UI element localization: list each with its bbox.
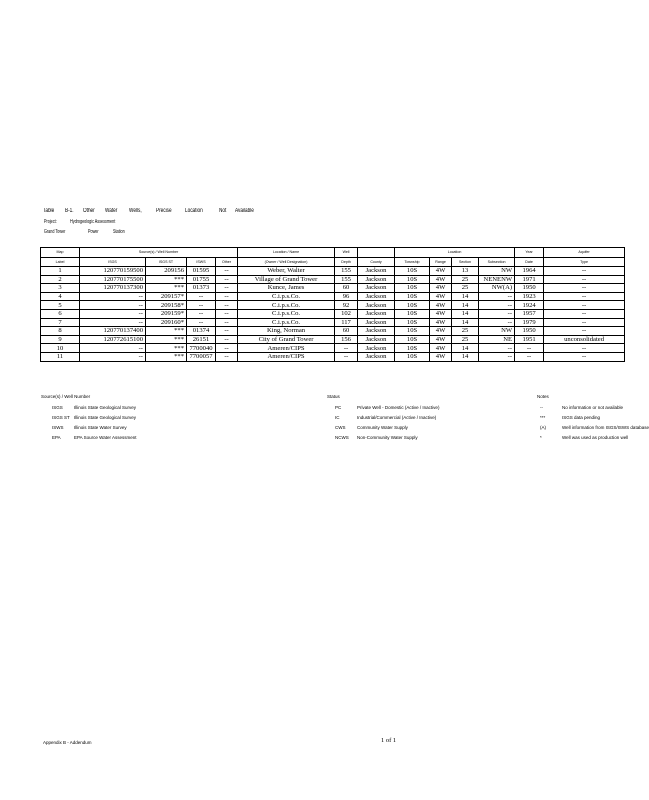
legend-value: Non-Community Water Supply <box>357 434 418 440</box>
cell-label: 11 <box>41 352 80 361</box>
cell-label: 10 <box>41 344 80 353</box>
site-value-1: Power <box>88 229 99 235</box>
cell-isgs: -- <box>80 292 146 301</box>
legend-value: Illinois State Water Survey <box>74 424 127 430</box>
header-aquifer: Aquifer <box>544 248 625 258</box>
cell-label: 9 <box>41 335 80 344</box>
cell-range: 4W <box>430 309 452 318</box>
legend-key: ISGS <box>52 404 63 410</box>
cell-county: Jackson <box>358 301 395 310</box>
legend-value: Community Water Supply <box>357 424 408 430</box>
table-row <box>41 335 625 344</box>
cell-isgs-st: *** <box>146 275 187 284</box>
cell-other: -- <box>216 275 238 284</box>
legend-value: Well information from ISGS/ISWS database <box>562 424 649 430</box>
legend-item <box>52 412 137 422</box>
cell-section: 13 <box>452 267 479 276</box>
cell-depth: -- <box>335 344 358 353</box>
cell-township: 10S <box>395 344 430 353</box>
project-value: Hydrogeologic Assessment <box>70 219 116 225</box>
header-township: Township <box>395 258 430 267</box>
cell-range: 4W <box>430 318 452 327</box>
legend-key: EPA <box>52 434 61 440</box>
cell-range: 4W <box>430 275 452 284</box>
cell-isws: 01373 <box>187 284 216 293</box>
cell-section: 14 <box>452 344 479 353</box>
title-word: Water <box>105 208 118 214</box>
cell-range: 4W <box>430 267 452 276</box>
cell-aquifer: unconsolidated <box>544 335 625 344</box>
header-other: Other <box>216 258 238 267</box>
cell-depth: 156 <box>335 335 358 344</box>
cell-range: 4W <box>430 344 452 353</box>
table-row <box>41 284 625 293</box>
cell-isgs: -- <box>80 344 146 353</box>
table-row <box>41 352 625 361</box>
cell-isgs: 120772615100 <box>80 335 146 344</box>
cell-aquifer: -- <box>544 301 625 310</box>
cell-township: 10S <box>395 335 430 344</box>
cell-label: 6 <box>41 309 80 318</box>
cell-county: Jackson <box>358 352 395 361</box>
cell-isgs-st: 209156 <box>146 267 187 276</box>
legend-status-heading: Status <box>327 394 340 399</box>
legend-key: CWS <box>335 424 346 430</box>
table-row <box>41 267 625 276</box>
cell-other: -- <box>216 292 238 301</box>
cell-section: 25 <box>452 284 479 293</box>
cell-aquifer: -- <box>544 267 625 276</box>
legend-status <box>335 402 439 442</box>
cell-subsection: NE <box>479 335 515 344</box>
cell-aquifer: -- <box>544 284 625 293</box>
header-group-row <box>41 248 625 258</box>
cell-owner: C.i.p.s.Co. <box>238 309 335 318</box>
legend-key: IC <box>335 414 340 420</box>
legend-value: EPA Source Water Assessment <box>74 434 137 440</box>
wells-table <box>40 247 625 362</box>
title-word: Other <box>83 208 95 214</box>
legend-value: Industrial/Commercial (Active / Inactive) <box>357 414 437 420</box>
legend-value: Private Well - Domestic (Active / Inactive) <box>357 404 440 410</box>
cell-county: Jackson <box>358 284 395 293</box>
cell-label: 2 <box>41 275 80 284</box>
cell-owner: C.i.p.s.Co. <box>238 301 335 310</box>
cell-section: 14 <box>452 309 479 318</box>
legend-key: (A) <box>540 424 546 430</box>
header-county-blank <box>358 248 395 258</box>
cell-year: 1971 <box>515 275 544 284</box>
cell-isgs-st: 209157* <box>146 292 187 301</box>
cell-isgs: 120770137300 <box>80 284 146 293</box>
cell-township: 10S <box>395 275 430 284</box>
header-sources: Source(s) / Well Number <box>80 248 238 258</box>
legend-value: No information or not available <box>562 404 624 410</box>
cell-isgs-st: *** <box>146 344 187 353</box>
cell-isgs: 120770137400 <box>80 327 146 336</box>
cell-county: Jackson <box>358 292 395 301</box>
cell-section: 14 <box>452 318 479 327</box>
cell-year: 1950 <box>515 327 544 336</box>
header-depth: Depth <box>335 258 358 267</box>
cell-owner: C.i.p.s.Co. <box>238 318 335 327</box>
legend-key: *** <box>540 414 546 420</box>
cell-label: 3 <box>41 284 80 293</box>
title-word: Not <box>219 208 227 214</box>
cell-range: 4W <box>430 292 452 301</box>
cell-depth: -- <box>335 352 358 361</box>
cell-isws: -- <box>187 318 216 327</box>
header-map: Map <box>41 248 80 258</box>
legend-sources <box>52 402 137 442</box>
legend-item <box>335 432 439 442</box>
cell-township: 10S <box>395 318 430 327</box>
cell-isgs-st: 209159* <box>146 309 187 318</box>
header-isws: ISWS <box>187 258 216 267</box>
footer-appendix: Appendix B - Addendum <box>43 740 92 745</box>
cell-subsection: -- <box>479 292 515 301</box>
header-owner: (Owner / Well Designation) <box>238 258 335 267</box>
header-location: Location <box>395 248 515 258</box>
table-row <box>41 327 625 336</box>
legend-value: Illinois State Geological Survey <box>74 404 137 410</box>
header-county: County <box>358 258 395 267</box>
cell-year: 1951 <box>515 335 544 344</box>
cell-label: 8 <box>41 327 80 336</box>
title-word: Location <box>185 208 203 214</box>
cell-county: Jackson <box>358 267 395 276</box>
legend-key: * <box>540 434 542 440</box>
title-word: Table <box>43 208 55 214</box>
cell-depth: 96 <box>335 292 358 301</box>
cell-range: 4W <box>430 327 452 336</box>
cell-section: 25 <box>452 275 479 284</box>
cell-township: 10S <box>395 309 430 318</box>
legend-key: ISGS ST <box>52 414 70 420</box>
cell-owner: King, Norman <box>238 327 335 336</box>
cell-aquifer: -- <box>544 292 625 301</box>
cell-subsection: NW <box>479 267 515 276</box>
legend-key: ISWS <box>52 424 64 430</box>
cell-subsection: -- <box>479 318 515 327</box>
site-value-2: Station <box>113 229 125 235</box>
header-label: Label <box>41 258 80 267</box>
cell-label: 5 <box>41 301 80 310</box>
cell-depth: 155 <box>335 267 358 276</box>
cell-isgs: -- <box>80 352 146 361</box>
cell-depth: 102 <box>335 309 358 318</box>
header-isgs: ISGS <box>80 258 146 267</box>
legend-item <box>52 402 137 412</box>
cell-isws: 7700057 <box>187 352 216 361</box>
cell-owner: Village of Grand Tower <box>238 275 335 284</box>
cell-county: Jackson <box>358 275 395 284</box>
cell-section: 14 <box>452 352 479 361</box>
cell-subsection: -- <box>479 309 515 318</box>
cell-other: -- <box>216 267 238 276</box>
header-well: Well <box>335 248 358 258</box>
cell-isgs: -- <box>80 309 146 318</box>
cell-subsection: -- <box>479 352 515 361</box>
cell-other: -- <box>216 344 238 353</box>
legend-value: Well was used as production well <box>562 434 629 440</box>
cell-year: 1923 <box>515 292 544 301</box>
cell-owner: Kunce, James <box>238 284 335 293</box>
cell-township: 10S <box>395 327 430 336</box>
cell-owner: C.i.p.s.Co. <box>238 292 335 301</box>
header-type: Type <box>544 258 625 267</box>
legend-item <box>540 412 649 422</box>
cell-other: -- <box>216 284 238 293</box>
cell-subsection: -- <box>479 301 515 310</box>
cell-other: -- <box>216 301 238 310</box>
table-row <box>41 318 625 327</box>
cell-section: 14 <box>452 292 479 301</box>
cell-year: 1950 <box>515 284 544 293</box>
cell-section: 25 <box>452 327 479 336</box>
cell-other: -- <box>216 352 238 361</box>
table-row <box>41 344 625 353</box>
header-sub-row <box>41 258 625 267</box>
cell-isgs-st: 209160* <box>146 318 187 327</box>
legend-item <box>335 422 439 432</box>
cell-subsection: NW(A) <box>479 284 515 293</box>
cell-aquifer: -- <box>544 275 625 284</box>
cell-isgs: 120770159500 <box>80 267 146 276</box>
cell-isgs-st: 209158* <box>146 301 187 310</box>
cell-isws: 01595 <box>187 267 216 276</box>
project-label: Project: <box>44 219 57 225</box>
cell-isws: -- <box>187 309 216 318</box>
cell-owner: Ameren/CIPS <box>238 352 335 361</box>
cell-year: 1964 <box>515 267 544 276</box>
cell-label: 4 <box>41 292 80 301</box>
cell-depth: 60 <box>335 327 358 336</box>
cell-isgs: 120770175500 <box>80 275 146 284</box>
header-section: Section <box>452 258 479 267</box>
cell-depth: 155 <box>335 275 358 284</box>
cell-range: 4W <box>430 335 452 344</box>
legend-value: Illinois State Geological Survey <box>74 414 137 420</box>
cell-subsection: NENENW <box>479 275 515 284</box>
cell-aquifer: -- <box>544 344 625 353</box>
cell-isgs: -- <box>80 301 146 310</box>
cell-township: 10S <box>395 301 430 310</box>
table-row <box>41 301 625 310</box>
cell-isws: 01755 <box>187 275 216 284</box>
cell-other: -- <box>216 318 238 327</box>
header-date: Date <box>515 258 544 267</box>
legend-value: ISGS data pending <box>562 414 601 420</box>
legend-item <box>540 432 649 442</box>
cell-aquifer: -- <box>544 309 625 318</box>
cell-subsection: NW <box>479 327 515 336</box>
cell-year: 1924 <box>515 301 544 310</box>
cell-depth: 60 <box>335 284 358 293</box>
cell-county: Jackson <box>358 327 395 336</box>
cell-section: 14 <box>452 301 479 310</box>
cell-county: Jackson <box>358 309 395 318</box>
cell-isgs-st: *** <box>146 335 187 344</box>
cell-year: -- <box>515 344 544 353</box>
table-row <box>41 275 625 284</box>
cell-section: 25 <box>452 335 479 344</box>
legend-item <box>540 402 649 412</box>
cell-other: -- <box>216 309 238 318</box>
cell-isws: 7700040 <box>187 344 216 353</box>
cell-aquifer: -- <box>544 318 625 327</box>
cell-year: 1957 <box>515 309 544 318</box>
cell-isws: 26151 <box>187 335 216 344</box>
cell-depth: 92 <box>335 301 358 310</box>
legend-item <box>335 412 439 422</box>
header-year: Year <box>515 248 544 258</box>
cell-depth: 117 <box>335 318 358 327</box>
legend-key: -- <box>540 404 543 410</box>
page-number: 1 of 1 <box>381 737 397 744</box>
legend-notes-heading: Notes <box>537 394 549 399</box>
cell-county: Jackson <box>358 318 395 327</box>
header-range: Range <box>430 258 452 267</box>
cell-subsection: -- <box>479 344 515 353</box>
cell-isgs-st: *** <box>146 352 187 361</box>
cell-isws: -- <box>187 292 216 301</box>
cell-township: 10S <box>395 267 430 276</box>
cell-year: -- <box>515 352 544 361</box>
header-isgs-st: ISGS ST <box>146 258 187 267</box>
cell-isws: -- <box>187 301 216 310</box>
cell-owner: City of Grand Tower <box>238 335 335 344</box>
cell-township: 10S <box>395 284 430 293</box>
cell-county: Jackson <box>358 344 395 353</box>
cell-isgs: -- <box>80 318 146 327</box>
title-word: Wells, <box>129 208 142 214</box>
table-row <box>41 309 625 318</box>
header-owner-group: Location / Name <box>238 248 335 258</box>
site-label: Grand Tower <box>44 229 66 235</box>
cell-other: -- <box>216 335 238 344</box>
title-word: Precise <box>156 208 172 214</box>
cell-isgs-st: *** <box>146 327 187 336</box>
legend-item <box>52 422 137 432</box>
legend-key: NCWS <box>335 434 349 440</box>
cell-owner: Ameren/CIPS <box>238 344 335 353</box>
cell-aquifer: -- <box>544 352 625 361</box>
cell-range: 4W <box>430 284 452 293</box>
title-word: B-1. <box>65 208 74 214</box>
title-word: Available <box>235 208 254 214</box>
legend-item <box>335 402 439 412</box>
cell-isgs-st: *** <box>146 284 187 293</box>
legend-key: PC <box>335 404 342 410</box>
cell-year: 1979 <box>515 318 544 327</box>
cell-range: 4W <box>430 301 452 310</box>
legend-item <box>540 422 649 432</box>
cell-other: -- <box>216 327 238 336</box>
legend-sources-heading: Source(s) / Well Number <box>41 394 91 399</box>
table-row <box>41 292 625 301</box>
cell-isws: 01374 <box>187 327 216 336</box>
legend-item <box>52 432 137 442</box>
legend-notes <box>540 402 649 442</box>
cell-owner: Weber, Walter <box>238 267 335 276</box>
cell-label: 7 <box>41 318 80 327</box>
cell-range: 4W <box>430 352 452 361</box>
cell-township: 10S <box>395 352 430 361</box>
cell-aquifer: -- <box>544 327 625 336</box>
header-subsection: Subsection <box>479 258 515 267</box>
cell-county: Jackson <box>358 335 395 344</box>
cell-label: 1 <box>41 267 80 276</box>
cell-township: 10S <box>395 292 430 301</box>
